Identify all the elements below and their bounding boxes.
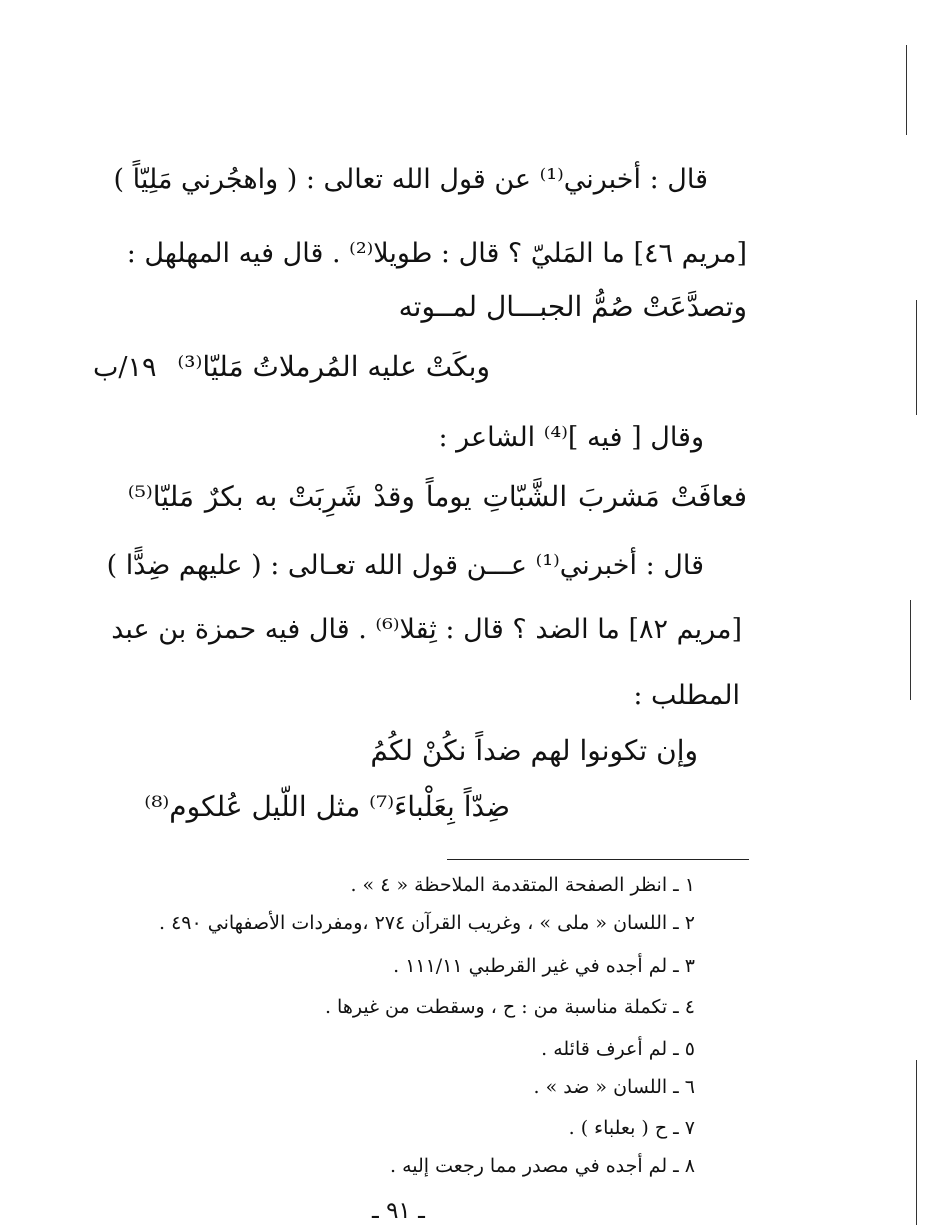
verse-1-second-hemistich: وبكَتْ عليه المُرملاتُ مَليّا⁽³⁾	[177, 350, 490, 383]
text-line-2: [مريم ٤٦] ما المَليّ ؟ قال : طويلا⁽²⁾ . قال فيه المهلهل :	[126, 238, 747, 269]
verse-3-second-hemistich: ضِدّاً بِعَلْباءَ⁽⁷⁾ مثل اللّيل عُلكوم⁽⁸⁾	[144, 790, 510, 823]
text-line-4: قال : أخبرني⁽¹⁾ عـــن قول الله تعـالى : ( عليهم ضِدًّا )	[106, 550, 704, 581]
text-line-1: قال : أخبرني⁽¹⁾ عن قول الله تعالى : ( واهجُرني مَلِيّاً )	[113, 164, 708, 195]
scan-edge-line	[910, 600, 911, 700]
folio-marker: ١٩/ب	[93, 352, 157, 383]
verse-3-first-hemistich: وإن تكونوا لهم ضداً نكُنْ لكُمُ	[370, 734, 698, 767]
footnote-4: ٤ ـ تكملة مناسبة من : ح ، وسقطت من غيرها .	[324, 996, 695, 1018]
text-line-5: [مريم ٨٢] ما الضد ؟ قال : ثِقلا⁽⁶⁾ . قال فيه حمزة بن عبد	[111, 614, 742, 645]
verse-1-first-hemistich: وتصدَّعَتْ صُمُّ الجبـــال لمــوته	[398, 290, 747, 323]
footnote-3: ٣ ـ لم أجده في غير القرطبي ١١١/١١ .	[393, 955, 695, 977]
verse-2: فعافَتْ مَشربَ الشَّبّاتِ يوماً وقدْ شَرِبَتْ به بكرٌ مَليّا⁽⁵⁾	[127, 480, 747, 513]
scan-edge-line	[906, 45, 907, 135]
footnote-8: ٨ ـ لم أجده في مصدر مما رجعت إليه .	[390, 1155, 695, 1177]
footnote-1: ١ ـ انظر الصفحة المتقدمة الملاحظة « ٤ » .	[350, 874, 695, 896]
scan-edge-line	[916, 1060, 917, 1225]
footnote-6: ٦ ـ اللسان « ضد » .	[533, 1076, 695, 1098]
footnote-2: ٢ ـ اللسان « ملى » ، وغريب القرآن ٢٧٤ ،ومفردات الأصفهاني ٤٩٠ .	[158, 912, 695, 934]
scan-edge-line	[916, 300, 917, 415]
page-number: ـ ٩١ ـ	[372, 1198, 425, 1224]
text-line-3: وقال [ فيه ]⁽⁴⁾ الشاعر :	[438, 422, 704, 453]
footnote-7: ٧ ـ ح ( بعلباء ) .	[568, 1117, 695, 1139]
footnote-5: ٥ ـ لم أعرف قائله .	[541, 1038, 695, 1060]
footnote-separator	[447, 859, 749, 860]
text-line-6: المطلب :	[633, 680, 740, 711]
